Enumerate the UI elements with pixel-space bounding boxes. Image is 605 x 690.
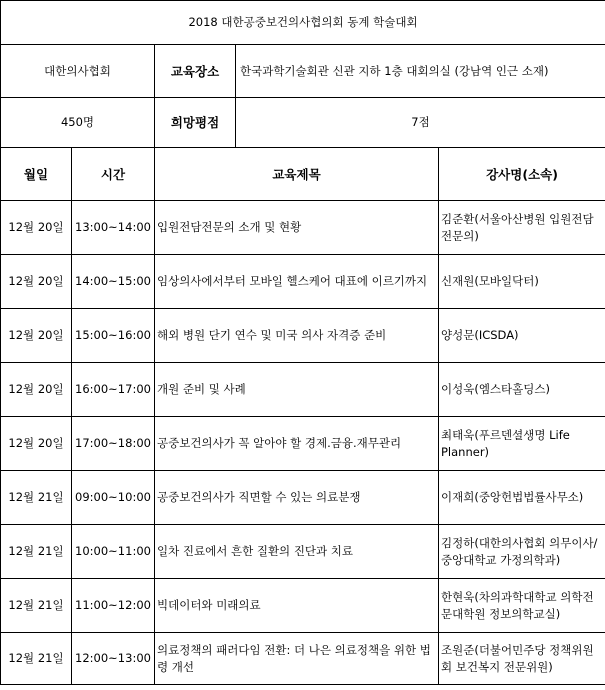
event-title: 2018 대한공중보건의사협의회 동계 학술대회	[1, 1, 605, 45]
session-lecturer: 조원준(더불어민주당 정책위원회 보건복지 전문위원)	[439, 633, 605, 685]
venue-value: 한국과학기술회관 신관 지하 1층 대회의실 (강남역 인근 소재)	[240, 63, 549, 78]
session-time: 11:00~12:00	[72, 579, 155, 633]
header-lecturer: 강사명(소속)	[439, 148, 605, 201]
header-subject: 교육제목	[155, 148, 439, 201]
session-lecturer: 최태욱(푸르덴셜생명 Life Planner)	[439, 417, 605, 471]
session-date: 12월 20일	[1, 201, 72, 255]
attendance-row	[1, 98, 605, 148]
points-label: 희망평점	[155, 98, 236, 147]
session-time: 16:00~17:00	[72, 363, 155, 417]
organizer-row	[1, 45, 605, 98]
session-subject: 입원전담전문의 소개 및 현황	[155, 201, 439, 255]
table-row	[1, 363, 605, 417]
session-subject: 개원 준비 및 사례	[155, 363, 439, 417]
session-date: 12월 20일	[1, 363, 72, 417]
header-time: 시간	[72, 148, 155, 201]
session-subject: 해외 병원 단기 연수 및 미국 의사 자격증 준비	[155, 309, 439, 363]
session-date: 12월 21일	[1, 579, 72, 633]
session-lecturer: 이성욱(엠스타홀딩스)	[439, 363, 605, 417]
table-row	[1, 309, 605, 363]
table-row	[1, 633, 605, 685]
session-subject: 공중보건의사가 꼭 알아야 할 경제.금융.재무관리	[155, 417, 439, 471]
table-row	[1, 471, 605, 525]
attendance: 450명	[1, 98, 155, 148]
session-date: 12월 21일	[1, 471, 72, 525]
session-date: 12월 20일	[1, 255, 72, 309]
header-date: 월일	[1, 148, 72, 201]
header-row	[1, 148, 605, 201]
session-time: 10:00~11:00	[72, 525, 155, 579]
points-value: 7점	[411, 115, 430, 129]
session-lecturer: 한현욱(차의과학대학교 의학전문대학원 정보의학교실)	[439, 579, 605, 633]
table-row	[1, 255, 605, 309]
session-lecturer: 신재원(모바일닥터)	[439, 255, 605, 309]
session-lecturer: 양성문(ICSDA)	[439, 309, 605, 363]
session-date: 12월 20일	[1, 309, 72, 363]
session-subject: 공중보건의사가 직면할 수 있는 의료분쟁	[155, 471, 439, 525]
title-row	[1, 1, 605, 45]
session-time: 13:00~14:00	[72, 201, 155, 255]
session-date: 12월 21일	[1, 633, 72, 685]
session-subject: 일차 진료에서 흔한 질환의 진단과 치료	[155, 525, 439, 579]
venue-label: 교육장소	[155, 45, 236, 97]
organizer: 대한의사협회	[1, 45, 155, 98]
session-subject: 빅데이터와 미래의료	[155, 579, 439, 633]
session-time: 15:00~16:00	[72, 309, 155, 363]
session-time: 09:00~10:00	[72, 471, 155, 525]
table-row	[1, 579, 605, 633]
session-date: 12월 20일	[1, 417, 72, 471]
session-date: 12월 21일	[1, 525, 72, 579]
session-lecturer: 김준환(서울아산병원 입원전담전문의)	[439, 201, 605, 255]
table-row	[1, 201, 605, 255]
session-subject: 의료정책의 패러다임 전환: 더 나은 의료정책을 위한 법령 개선	[155, 633, 439, 685]
session-subject: 임상의사에서부터 모바일 헬스케어 대표에 이르기까지	[155, 255, 439, 309]
session-lecturer: 이재희(중앙헌법법률사무소)	[439, 471, 605, 525]
session-time: 14:00~15:00	[72, 255, 155, 309]
session-lecturer: 김정하(대한의사협회 의무이사/중앙대학교 가정의학과)	[439, 525, 605, 579]
table-row	[1, 525, 605, 579]
session-time: 12:00~13:00	[72, 633, 155, 685]
session-time: 17:00~18:00	[72, 417, 155, 471]
table-row	[1, 417, 605, 471]
